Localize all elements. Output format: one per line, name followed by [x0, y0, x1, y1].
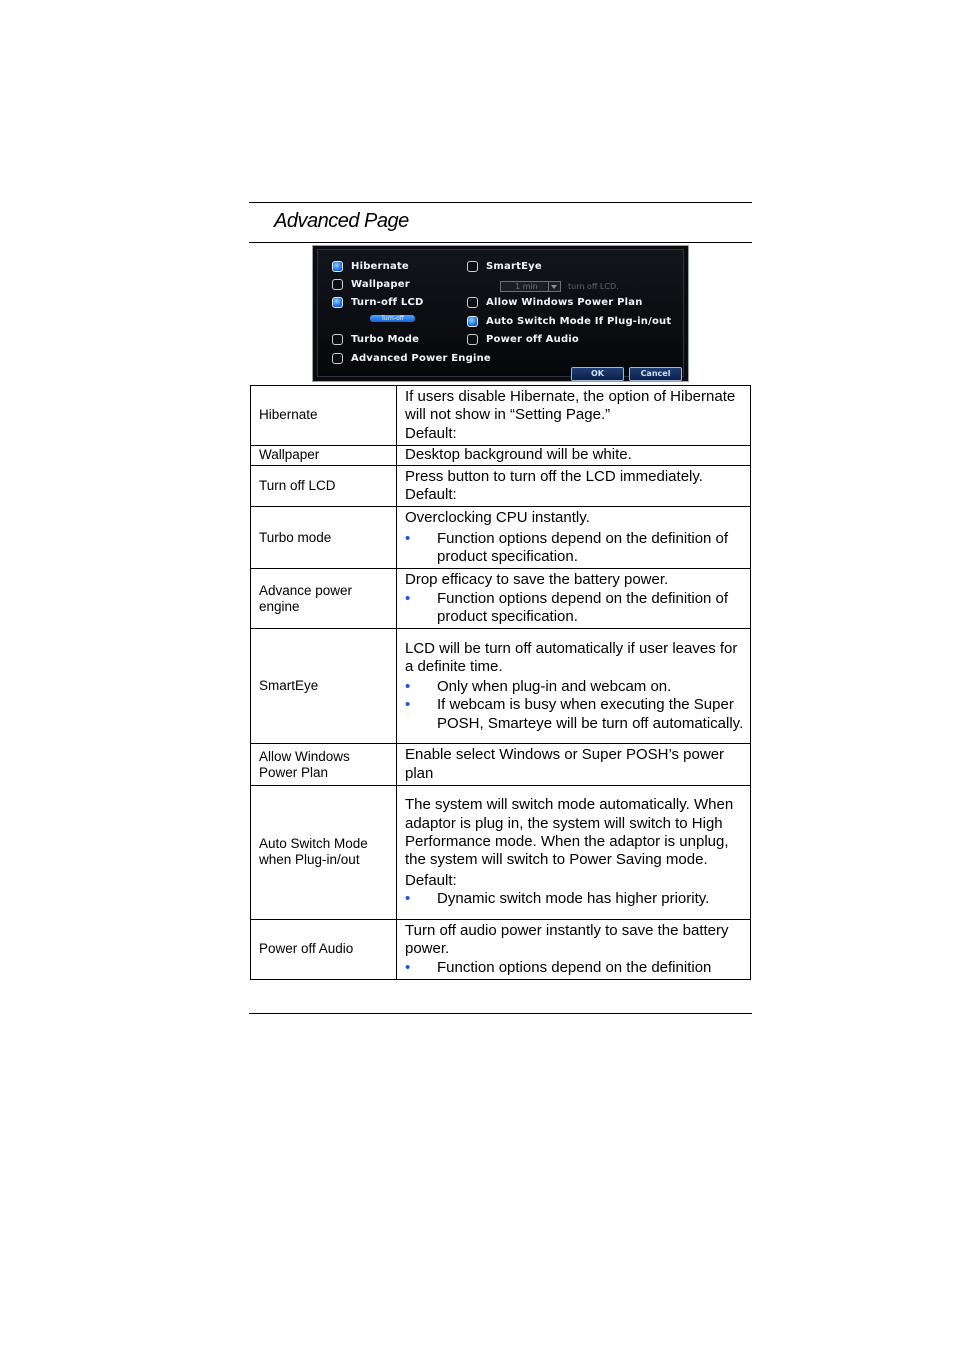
dropdown-note: turn off LCD.: [568, 282, 619, 291]
turnoff-lcd-label: Turn-off LCD: [351, 296, 424, 308]
turnoff-lcd-checkbox[interactable]: [332, 297, 343, 308]
description-line: Overclocking CPU instantly.: [405, 509, 590, 527]
description-line: The system will switch mode automatically. When adaptor is plug in, the system will switch to High Performance mode. When the adaptor is unplug, the system will switch to Power Saving mode.: [405, 796, 734, 869]
hibernate-label: Hibernate: [351, 260, 409, 272]
feature-description: [397, 629, 751, 744]
table-row: [251, 445, 751, 465]
feature-description: [397, 445, 751, 465]
smarteye-label: SmartEye: [486, 260, 542, 272]
bullet-item: [405, 890, 744, 908]
description-line: If users disable Hibernate, the option of Hibernate will not show in “Setting Page.”: [405, 388, 736, 424]
feature-name: Advance power engine: [251, 569, 397, 629]
bullet-text: Function options depend on the definition: [437, 958, 712, 976]
feature-name: Allow Windows Power Plan: [251, 744, 397, 786]
description-line: Default:: [405, 424, 457, 442]
feature-table: [250, 385, 751, 980]
table-row: [251, 507, 751, 569]
feature-description: [397, 744, 751, 786]
description-line: Desktop background will be white.: [405, 446, 632, 464]
bullet-item: [405, 696, 744, 733]
description-line: Press button to turn off the LCD immediately.: [405, 467, 703, 485]
bottom-rule: [249, 1013, 752, 1014]
feature-name: Hibernate: [251, 386, 397, 446]
feature-description: [397, 507, 751, 569]
bullet-icon: •: [405, 958, 411, 976]
feature-description: [397, 785, 751, 919]
hibernate-option[interactable]: [332, 259, 409, 273]
description-line: Turn off audio power instantly to save the battery power.: [405, 921, 729, 958]
description-line: Drop efficacy to save the battery power.: [405, 571, 669, 589]
feature-name: Wallpaper: [251, 445, 397, 465]
description-line: Default:: [405, 871, 457, 889]
table-row: [251, 785, 751, 919]
turbo-mode-checkbox[interactable]: [332, 334, 343, 345]
bullet-item: [405, 678, 744, 696]
table-row: [251, 919, 751, 979]
table-row: [251, 744, 751, 786]
turnoff-lcd-option[interactable]: [332, 295, 424, 309]
bullet-item: [405, 530, 744, 567]
table-row: [251, 629, 751, 744]
description-line: Enable select Windows or Super POSH’s power plan: [405, 746, 725, 782]
feature-description: [397, 386, 751, 446]
advanced-settings-screenshot: [312, 245, 689, 382]
auto-switch-mode-option[interactable]: [467, 314, 671, 328]
lcd-timeout-dropdown[interactable]: [500, 281, 561, 292]
auto-switch-mode-checkbox[interactable]: [467, 316, 478, 327]
page-title: Advanced Page: [274, 210, 409, 232]
allow-windows-power-plan-label: Allow Windows Power Plan: [486, 296, 643, 308]
feature-name: SmartEye: [251, 629, 397, 744]
dropdown-value: 1 min: [515, 282, 538, 291]
wallpaper-option[interactable]: [332, 277, 410, 291]
bullet-text: Dynamic switch mode has higher priority.: [437, 889, 710, 907]
turnoff-button[interactable]: Turn-off: [370, 315, 415, 322]
turbo-mode-label: Turbo Mode: [351, 333, 420, 345]
feature-name: Turbo mode: [251, 507, 397, 569]
allow-windows-power-plan-checkbox[interactable]: [467, 297, 478, 308]
wallpaper-checkbox[interactable]: [332, 279, 343, 290]
bullet-item: [405, 590, 744, 627]
hibernate-checkbox[interactable]: [332, 261, 343, 272]
bullet-text: Function options depend on the definition of product specification.: [437, 529, 729, 566]
title-rule: [249, 242, 752, 243]
description-line: Default:: [405, 486, 457, 504]
bullet-icon: •: [405, 678, 411, 696]
turbo-mode-option[interactable]: [332, 332, 419, 346]
bullet-icon: •: [405, 589, 411, 607]
table-row: [251, 569, 751, 629]
cancel-button[interactable]: Cancel: [629, 367, 682, 381]
top-rule: [249, 202, 752, 203]
auto-switch-mode-label: Auto Switch Mode If Plug-in/out: [486, 315, 672, 327]
bullet-icon: •: [405, 889, 411, 907]
table-row: [251, 465, 751, 507]
feature-name: Auto Switch Mode when Plug-in/out: [251, 785, 397, 919]
settings-panel: [317, 249, 684, 377]
feature-description: [397, 569, 751, 629]
bullet-text: If webcam is busy when executing the Super POSH, Smarteye will be turn off automatically.: [437, 696, 744, 732]
bullet-icon: •: [405, 696, 411, 714]
advanced-power-engine-label: Advanced Power Engine: [351, 352, 491, 364]
feature-description: [397, 465, 751, 507]
chevron-down-icon[interactable]: [548, 282, 560, 291]
bullet-text: Only when plug-in and webcam on.: [437, 678, 672, 696]
advanced-power-engine-option[interactable]: [332, 351, 491, 365]
advanced-power-engine-checkbox[interactable]: [332, 353, 343, 364]
bullet-text: Function options depend on the definition of product specification.: [437, 589, 729, 625]
feature-name: Power off Audio: [251, 919, 397, 979]
power-off-audio-option[interactable]: [467, 332, 579, 346]
allow-windows-power-plan-option[interactable]: [467, 295, 643, 309]
description-line: LCD will be turn off automatically if user leaves for a definite time.: [405, 639, 738, 675]
feature-name: Turn off LCD: [251, 465, 397, 507]
wallpaper-label: Wallpaper: [351, 278, 410, 290]
power-off-audio-label: Power off Audio: [486, 333, 579, 345]
ok-button[interactable]: OK: [571, 367, 624, 381]
table-row: [251, 386, 751, 446]
smarteye-checkbox[interactable]: [467, 261, 478, 272]
power-off-audio-checkbox[interactable]: [467, 334, 478, 345]
feature-description: [397, 919, 751, 979]
smarteye-option[interactable]: [467, 259, 542, 273]
bullet-icon: •: [405, 529, 411, 547]
bullet-item: [405, 959, 744, 977]
